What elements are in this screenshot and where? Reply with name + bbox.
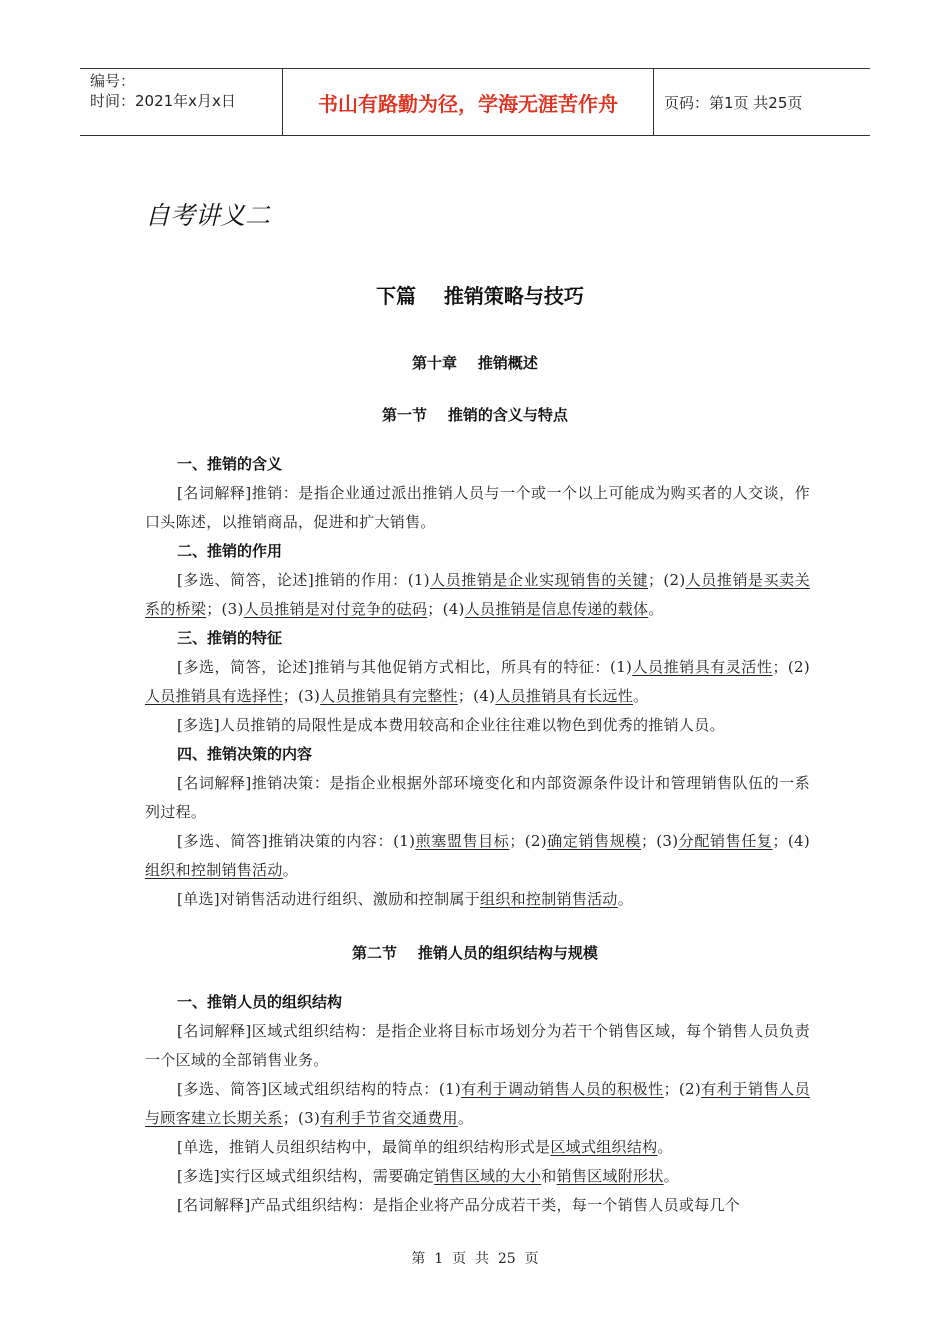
header-page-info: 页码：第1页 共25页 [664, 93, 803, 112]
section-1-title: 第一节 推销的含义与特点 [382, 406, 568, 424]
part-title: 下篇 推销策略与技巧 [376, 284, 584, 308]
underlined-term: 人员推销是信息传递的载体 [464, 600, 649, 618]
header-left-cell [80, 69, 282, 135]
paragraph [145, 885, 810, 914]
text-run: [多选，简答，论述]推销与其他促销方式相比，所具有的特征：(1) [177, 658, 633, 676]
underlined-term: 销售区域附形状 [556, 1167, 664, 1185]
document-title: 自考讲义二 [145, 201, 271, 230]
header-table [80, 68, 870, 136]
underlined-term: 煎塞盟售目标 [415, 832, 510, 850]
paragraph: [多选]人员推销的局限性是成本费用较高和企业往往难以物色到优秀的推销人员。 [177, 716, 725, 734]
section-2-title: 第二节 推销人员的组织结构与规模 [352, 944, 598, 962]
underlined-term: 销售区域的大小 [434, 1167, 542, 1185]
heading-org-structure: 一、推销人员的组织结构 [177, 993, 343, 1011]
text-run: [多选、简答，论述]推销的作用：(1) [177, 571, 430, 589]
underlined-term: 区域式组织结构 [550, 1138, 658, 1156]
text-run: ；(2) [772, 658, 810, 676]
paragraph [145, 653, 810, 711]
text-run: ；(2) [648, 571, 686, 589]
time-label: 时间：2021年x月x日 [90, 92, 236, 110]
paragraph: [名词解释]产品式组织结构：是指企业将产品分成若干类，每一个销售人员或每几个 [177, 1196, 741, 1214]
underlined-term: 人员推销是企业实现销售的关键 [429, 571, 649, 589]
paragraph [145, 1162, 810, 1191]
heading-decision: 四、推销决策的内容 [177, 745, 313, 763]
underlined-term: 有利手节省交通费用 [320, 1109, 458, 1127]
paragraph [145, 1075, 810, 1133]
text-run: 。 [663, 1167, 679, 1185]
text-run: ；(4) [427, 600, 465, 618]
underlined-term: 人员推销具有灵活性 [632, 658, 773, 676]
paragraph: [名词解释]推销决策：是指企业根据外部环境变化和内部资源条件设计和管理销售队伍的一系列过程。 [145, 774, 810, 821]
chapter-title: 第十章 推销概述 [412, 354, 538, 372]
heading-meaning: 一、推销的含义 [177, 455, 283, 473]
text-run: [单选，推销人员组织结构中，最简单的组织结构形式是 [177, 1138, 551, 1156]
text-run: [多选、简答]区域式组织结构的特点：(1) [177, 1080, 461, 1098]
underlined-term: 分配销售任复 [678, 832, 773, 850]
text-run: ；(3) [206, 600, 244, 618]
text-run: ；(2) [663, 1080, 702, 1098]
underlined-term: 人员推销具有选择性 [145, 687, 283, 705]
text-run: ；(3) [282, 687, 321, 705]
text-run: 。 [617, 890, 634, 908]
underlined-term: 确定销售规模 [546, 832, 641, 850]
text-run: 和 [541, 1167, 557, 1185]
underlined-term: 组织和控制销售活动 [145, 861, 283, 879]
text-run: 。 [633, 687, 649, 705]
heading-features: 三、推销的特征 [177, 629, 283, 647]
text-run: ；(3) [282, 1109, 321, 1127]
text-run: 。 [457, 1109, 474, 1127]
text-run: 。 [657, 1138, 673, 1156]
text-run: ；(3) [640, 832, 679, 850]
section-2-body [145, 988, 810, 1220]
underlined-term: 有利于销售人员与顾客建立长期关系 [145, 1080, 810, 1127]
text-run: ；(2) [509, 832, 547, 850]
text-run: [多选]实行区域式组织结构，需要确定 [177, 1167, 435, 1185]
text-run: [多选、简答]推销决策的内容：(1) [177, 832, 416, 850]
paragraph: [名词解释]区域式组织结构：是指企业将目标市场划分为若干个销售区域，每个销售人员负责一个区域的全部销售业务。 [145, 1022, 810, 1069]
section-1-body [145, 450, 810, 914]
text-run: 。 [282, 861, 299, 879]
underlined-term: 人员推销是买卖关系的桥梁 [145, 571, 810, 618]
paragraph [145, 1133, 810, 1162]
paragraph: [名词解释]推销：是指企业通过派出推销人员与一个或一个以上可能成为购买者的人交谈，作口头陈述，以推销商品，促进和扩大销售。 [145, 484, 810, 531]
underlined-term: 人员推销是对付竞争的砝码 [243, 600, 428, 618]
underlined-term: 人员推销具有完整性 [320, 687, 458, 705]
text-run: 。 [648, 600, 664, 618]
number-label: 编号： [90, 72, 136, 90]
page-footer: 第 1 页 共 25 页 [411, 1251, 539, 1267]
heading-role: 二、推销的作用 [177, 542, 283, 560]
text-run: ；(4) [772, 832, 810, 850]
underlined-term: 有利于调动销售人员的积极性 [461, 1080, 664, 1098]
text-run: [单选]对销售活动进行组织、激励和控制属于 [177, 890, 481, 908]
text-run: ；(4) [457, 687, 496, 705]
paragraph [145, 566, 810, 624]
paragraph [145, 827, 810, 885]
header-motto: 书山有路勤为径，学海无涯苦作舟 [282, 69, 654, 135]
underlined-term: 组织和控制销售活动 [480, 890, 618, 908]
underlined-term: 人员推销具有长远性 [495, 687, 634, 705]
